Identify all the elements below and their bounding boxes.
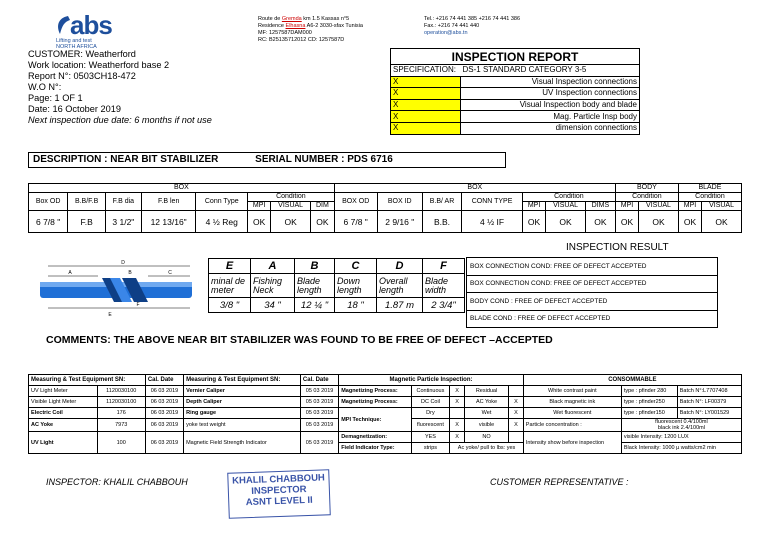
table-row — [29, 408, 742, 419]
col-header: Condition — [615, 193, 678, 202]
cell: OK — [585, 211, 615, 233]
box-group-header: BOX — [29, 184, 335, 193]
cell: DC Coil — [411, 397, 450, 408]
cell: 06 03 2019 — [145, 386, 183, 397]
check-label: dimension connections — [461, 122, 640, 134]
cell: NO — [464, 432, 508, 443]
cell: OK — [678, 211, 701, 233]
cell: visible — [464, 419, 508, 432]
cell: White contrast paint — [523, 386, 621, 397]
cell: 176 — [97, 408, 145, 419]
cell: OK — [522, 211, 545, 233]
result-row: BOX CONNECTION COND: FREE OF DEFECT ACCEPTED — [467, 275, 718, 293]
company-contact — [424, 16, 520, 37]
col-header: CONN TYPE — [462, 193, 523, 211]
cell: 12 13/16" — [141, 211, 196, 233]
result-row: BODY COND : FREE OF DEFECT ACCEPTED — [467, 293, 718, 311]
company-address — [258, 16, 363, 44]
result-row: BOX CONNECTION COND: FREE OF DEFECT ACCEPTED — [467, 258, 718, 276]
dim-label-b: B — [128, 270, 132, 276]
serial-number: SERIAL NUMBER : PDS 6716 — [255, 154, 393, 165]
col-header: VISUAL — [546, 202, 586, 211]
cell: 7973 — [97, 419, 145, 432]
cell: Residual — [464, 386, 508, 397]
col-header: BOX ID — [377, 193, 422, 211]
addr-2-link[interactable]: Elhasna — [285, 23, 306, 29]
table-row — [29, 397, 742, 408]
cell: OK — [311, 211, 335, 233]
cell: type : pfinder250 — [621, 397, 677, 408]
table-row — [29, 386, 742, 397]
col-header: B.B/ AR — [422, 193, 461, 211]
dim-label-c: C — [168, 270, 172, 276]
check-mark: X — [391, 76, 461, 88]
cell: Electric Coil — [29, 408, 98, 419]
col-header: Measuring & Test Equipment SN: — [184, 375, 301, 386]
col-header: MPI — [522, 202, 545, 211]
company-fax: Fax.: +216 74 441 440 — [424, 23, 480, 29]
cell: type : pfinder 280 — [621, 386, 677, 397]
work-location: Work location: Weatherford base 2 — [28, 60, 170, 70]
stamp-line-2: INSPECTOR — [251, 484, 307, 497]
logo-sub-1: Lifting and test — [56, 38, 92, 44]
col-header: VISUAL — [702, 202, 742, 211]
cell: Particle concentration : — [523, 419, 621, 432]
check-label: Mag. Particle Insp body — [461, 111, 640, 123]
cell: Magnetizing Process: — [339, 397, 411, 408]
dim-label: Blade width — [423, 274, 465, 298]
cell: fluorescent — [411, 419, 450, 432]
company-logo — [36, 12, 126, 50]
dim-label-e: E — [108, 312, 112, 318]
stabilizer-drawing-icon — [30, 258, 202, 320]
cell: X — [450, 386, 465, 397]
inspection-result-table — [466, 257, 718, 328]
cell: 1120030100 — [97, 386, 145, 397]
cell: Batch N°:L7707408 — [677, 386, 741, 397]
addr-1-post: km 1.5 Kassas n°5 — [301, 16, 350, 22]
wo-number: W.O N°: — [28, 82, 62, 92]
result-row: BLADE COND : FREE OF DEFECT ACCEPTED — [467, 310, 718, 328]
dim-label: Blade length — [295, 274, 335, 298]
cell: Continuous — [411, 386, 450, 397]
inspection-result-title: INSPECTION RESULT — [566, 242, 669, 253]
cell: 6 7/8 " — [334, 211, 377, 233]
addr-3: MF: 1257587DAM000 — [258, 30, 312, 36]
cell: 3 1/2" — [105, 211, 141, 233]
dim-value: 12 ¼ " — [295, 298, 335, 313]
col-header: Cal. Date — [145, 375, 183, 386]
cell: 06 03 2019 — [145, 432, 183, 454]
cell: strips — [411, 443, 450, 454]
col-header: Measuring & Test Equipment SN: — [29, 375, 146, 386]
cell: 06 03 2019 — [145, 397, 183, 408]
cell: 06 03 2019 — [145, 419, 183, 432]
cell: Ac yoke/ pull to lbs: yes — [450, 443, 524, 454]
report-info — [28, 49, 390, 126]
check-mark: X — [391, 122, 461, 134]
cell: Wet fluorescent — [523, 408, 621, 419]
dim-value: 3/8 " — [209, 298, 251, 313]
cell: X — [509, 408, 524, 419]
addr-1-pre: Route de — [258, 16, 282, 22]
spec-value: DS-1 STANDARD CATEGORY 3-5 — [461, 65, 640, 77]
dim-letter: E — [209, 259, 251, 274]
cell: X — [509, 419, 524, 432]
body-group-header: BODY — [615, 184, 678, 193]
col-header: Condition — [678, 193, 741, 202]
cell: OK — [546, 211, 586, 233]
dim-label-a: A — [68, 270, 72, 276]
cell: UV Light — [29, 432, 98, 454]
cell: 05 03 2019 — [300, 419, 338, 432]
cell: 4 ½ IF — [462, 211, 523, 233]
cell: Black magnetic ink — [523, 397, 621, 408]
cell: X — [450, 432, 465, 443]
col-header: B.B/F.B — [68, 193, 106, 211]
dim-label: minal de meter — [209, 274, 251, 298]
cell: 05 03 2019 — [300, 432, 338, 454]
col-header: MPI — [248, 202, 271, 211]
report-date: Date: 16 October 2019 — [28, 104, 121, 114]
col-header: Condition — [248, 193, 335, 202]
col-header: DIMS — [585, 202, 615, 211]
table-row — [29, 211, 742, 233]
cell: 05 03 2019 — [300, 397, 338, 408]
col-header: MPI — [678, 202, 701, 211]
cell: MPI Technique: — [339, 408, 411, 432]
dim-letter: F — [423, 259, 465, 274]
company-email[interactable]: operation@abs.tn — [424, 30, 468, 36]
customer: CUSTOMER: Weatherford — [28, 49, 136, 59]
addr-4: RC: B25135712012 CD: 1257587D — [258, 37, 345, 43]
description-label: DESCRIPTION : NEAR BIT STABILIZER — [33, 154, 219, 165]
check-mark: X — [391, 111, 461, 123]
cell: X — [509, 397, 524, 408]
cell: Field Indicator Type: — [339, 443, 411, 454]
dim-value: 18 " — [335, 298, 377, 313]
check-label: Visual Inspection connections — [461, 76, 640, 88]
check-mark: X — [391, 99, 461, 111]
equipment-table — [28, 374, 742, 454]
cell: Intensity show before inspection — [523, 432, 621, 454]
logo-sub-2: NORTH AFRICA — [56, 44, 97, 50]
cell: X — [450, 419, 465, 432]
comments: COMMENTS: THE ABOVE NEAR BIT STABILIZER WAS FOUND TO BE FREE OF DEFECT –ACCEPTED — [46, 334, 553, 346]
dim-value: 34 " — [251, 298, 295, 313]
cell: 6 7/8 " — [29, 211, 68, 233]
cell: Batch N°: LF00379 — [677, 397, 741, 408]
col-header: VISUAL — [271, 202, 311, 211]
cell: Black Intensity: 1000 µ watts/cm2 min — [621, 443, 741, 454]
cell: AC Yoke — [29, 419, 98, 432]
cell: B.B. — [422, 211, 461, 233]
cell: Depth Caliper — [184, 397, 301, 408]
check-label: Visual Inspection body and blade — [461, 99, 640, 111]
cell: OK — [639, 211, 679, 233]
col-header: DIM — [311, 202, 335, 211]
page-count: Page: 1 OF 1 — [28, 93, 83, 103]
cell: type : pfinder150 — [621, 408, 677, 419]
cell: OK — [248, 211, 271, 233]
col-header: Conn Type — [196, 193, 248, 211]
box-group-header: BOX — [334, 184, 615, 193]
cell: Magnetizing Process: — [339, 386, 411, 397]
black-conc: black ink 2.4/100ml — [657, 425, 705, 431]
cell — [621, 419, 741, 432]
cell: AC Yoke — [464, 397, 508, 408]
stamp-line-1: KHALIL CHABBOUH — [231, 472, 326, 487]
inspector-name: INSPECTOR: KHALIL CHABBOUH — [46, 477, 188, 487]
dim-letter: C — [335, 259, 377, 274]
dim-label-d: D — [121, 260, 125, 266]
report-number: Report N°: 0503CH18-472 — [28, 71, 136, 81]
report-title: INSPECTION REPORT — [391, 49, 640, 65]
col-header: CONSOMMABLE — [523, 375, 741, 386]
addr-2-pre: Residence — [258, 23, 286, 29]
col-header: BOX OD — [334, 193, 377, 211]
inspection-report-box — [390, 48, 640, 135]
dim-value: 1.87 m — [377, 298, 423, 313]
cell: F.B — [68, 211, 106, 233]
cell: 05 03 2019 — [300, 386, 338, 397]
cell: OK — [702, 211, 742, 233]
cell: UV Light Meter — [29, 386, 98, 397]
measurement-table — [28, 183, 742, 233]
col-header: Cal. Date — [300, 375, 338, 386]
dim-letter: D — [377, 259, 423, 274]
cell: Wet — [464, 408, 508, 419]
cell: 05 03 2019 — [300, 408, 338, 419]
cell: 2 9/16 " — [377, 211, 422, 233]
next-inspection: Next inspection due date: 6 months if not use — [28, 115, 212, 125]
dimensions-table — [208, 258, 465, 313]
cell: OK — [615, 211, 638, 233]
col-header: Magnetic Particle Inspection: — [339, 375, 524, 386]
cell: 100 — [97, 432, 145, 454]
cell: Demagnetization: — [339, 432, 411, 443]
check-label: UV Inspection connections — [461, 88, 640, 100]
dim-label-f: F — [136, 302, 140, 308]
description-bar — [28, 152, 506, 168]
stamp-line-3: ASNT LEVEL II — [245, 494, 313, 509]
cell: 1120030100 — [97, 397, 145, 408]
col-header: VISUAL — [639, 202, 679, 211]
cell: 4 ½ Reg — [196, 211, 248, 233]
company-tel: Tel.: +216 74 441 385 +216 74 441 386 — [424, 16, 521, 22]
col-header: F.B dia — [105, 193, 141, 211]
cell: Visible Light Meter — [29, 397, 98, 408]
dim-label: Down length — [335, 274, 377, 298]
col-header: Condition — [522, 193, 615, 202]
cell: yoke test weight — [184, 419, 301, 432]
dim-letter: A — [251, 259, 295, 274]
dim-label: Overall length — [377, 274, 423, 298]
cell: Dry — [411, 408, 450, 419]
cell: X — [450, 397, 465, 408]
dim-label: Fishing Neck — [251, 274, 295, 298]
cell: OK — [271, 211, 311, 233]
col-header: Box OD — [29, 193, 68, 211]
addr-2-post: A6-2 3030-sfax Tunisia — [305, 23, 363, 29]
cell: 06 03 2019 — [145, 408, 183, 419]
cell: YES — [411, 432, 450, 443]
logo-text: abs — [70, 10, 112, 40]
dim-letter: B — [295, 259, 335, 274]
inspector-stamp — [227, 469, 331, 519]
cell: Magnetic Field Strength Indicator — [184, 432, 301, 454]
cell: Ring gauge — [184, 408, 301, 419]
blade-group-header: BLADE — [678, 184, 741, 193]
dim-value: 2 3/4" — [423, 298, 465, 313]
fluor-conc: fluorescent 0.4/100ml — [655, 419, 708, 425]
col-header: F.B len — [141, 193, 196, 211]
customer-representative: CUSTOMER REPRESENTATIVE : — [490, 477, 629, 487]
addr-1-link[interactable]: Gremda — [281, 16, 302, 22]
spec-label: SPECIFICATION: — [391, 65, 461, 77]
table-row — [29, 432, 742, 443]
col-header: MPI — [615, 202, 638, 211]
cell: Batch N°: LY001529 — [677, 408, 741, 419]
check-mark: X — [391, 88, 461, 100]
cell: visible Intensity: 1200 LUX — [621, 432, 741, 443]
cell: Vernier Caliper — [184, 386, 301, 397]
